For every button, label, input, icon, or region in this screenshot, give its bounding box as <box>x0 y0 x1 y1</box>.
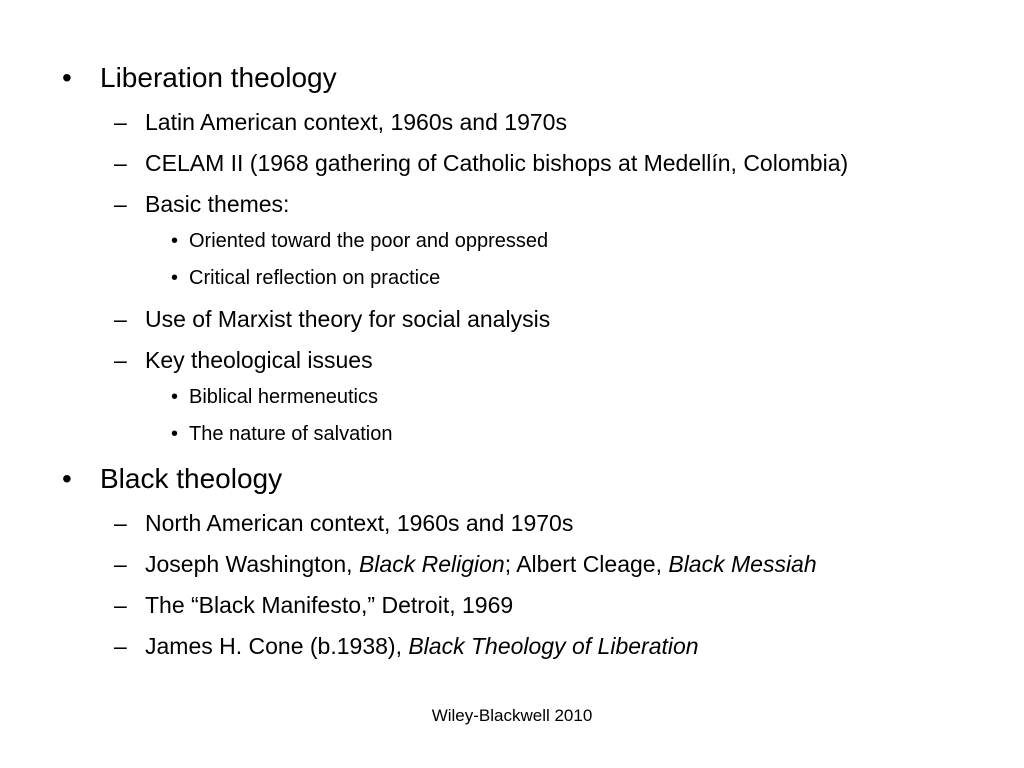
dash-marker: – <box>114 510 127 536</box>
bullet-marker: • <box>62 463 72 494</box>
bullet-marker: • <box>171 386 179 408</box>
author-cone: James H. Cone (b.1938), <box>145 633 409 659</box>
sub-item-text <box>145 551 817 578</box>
dash-marker: – <box>114 633 127 659</box>
sub-item-text: The “Black Manifesto,” Detroit, 1969 <box>145 592 514 618</box>
footer-credit: Wiley-Blackwell 2010 <box>431 706 593 725</box>
sub-item-text: Basic themes: <box>145 191 290 217</box>
sub-item-text: CELAM II (1968 gathering of Catholic bishops at Medellín, Colombia) <box>145 150 849 176</box>
heading-liberation-theology: Liberation theology <box>100 62 337 93</box>
sub-item-text: Latin American context, 1960s and 1970s <box>145 109 567 135</box>
sub-item-text: Use of Marxist theory for social analysis <box>145 306 551 332</box>
title-black-theology-of-liberation: Black Theology of Liberation <box>408 633 699 659</box>
bullet-marker: • <box>171 267 179 289</box>
theme-text: Oriented toward the poor and oppressed <box>189 230 549 252</box>
title-black-religion: Black Religion <box>358 551 505 577</box>
bullet-marker: • <box>62 62 72 93</box>
dash-marker: – <box>114 306 127 332</box>
issue-text: Biblical hermeneutics <box>189 386 378 408</box>
author-cleage: ; Albert Cleage, <box>504 551 669 577</box>
dash-marker: – <box>114 592 127 618</box>
bullet-marker: • <box>171 230 179 252</box>
heading-black-theology: Black theology <box>100 463 283 494</box>
issue-text: The nature of salvation <box>189 423 393 445</box>
sub-item-text: Key theological issues <box>145 347 373 373</box>
dash-marker: – <box>114 347 127 373</box>
dash-marker: – <box>114 109 127 135</box>
author-washington: Joseph Washington, <box>145 551 359 577</box>
sub-item-text: North American context, 1960s and 1970s <box>145 510 574 536</box>
theme-text: Critical reflection on practice <box>189 267 441 289</box>
bullet-marker: • <box>171 423 179 445</box>
title-black-messiah: Black Messiah <box>668 551 817 577</box>
dash-marker: – <box>114 551 127 577</box>
dash-marker: – <box>114 150 127 176</box>
sub-item-text <box>145 633 699 660</box>
dash-marker: – <box>114 191 127 217</box>
